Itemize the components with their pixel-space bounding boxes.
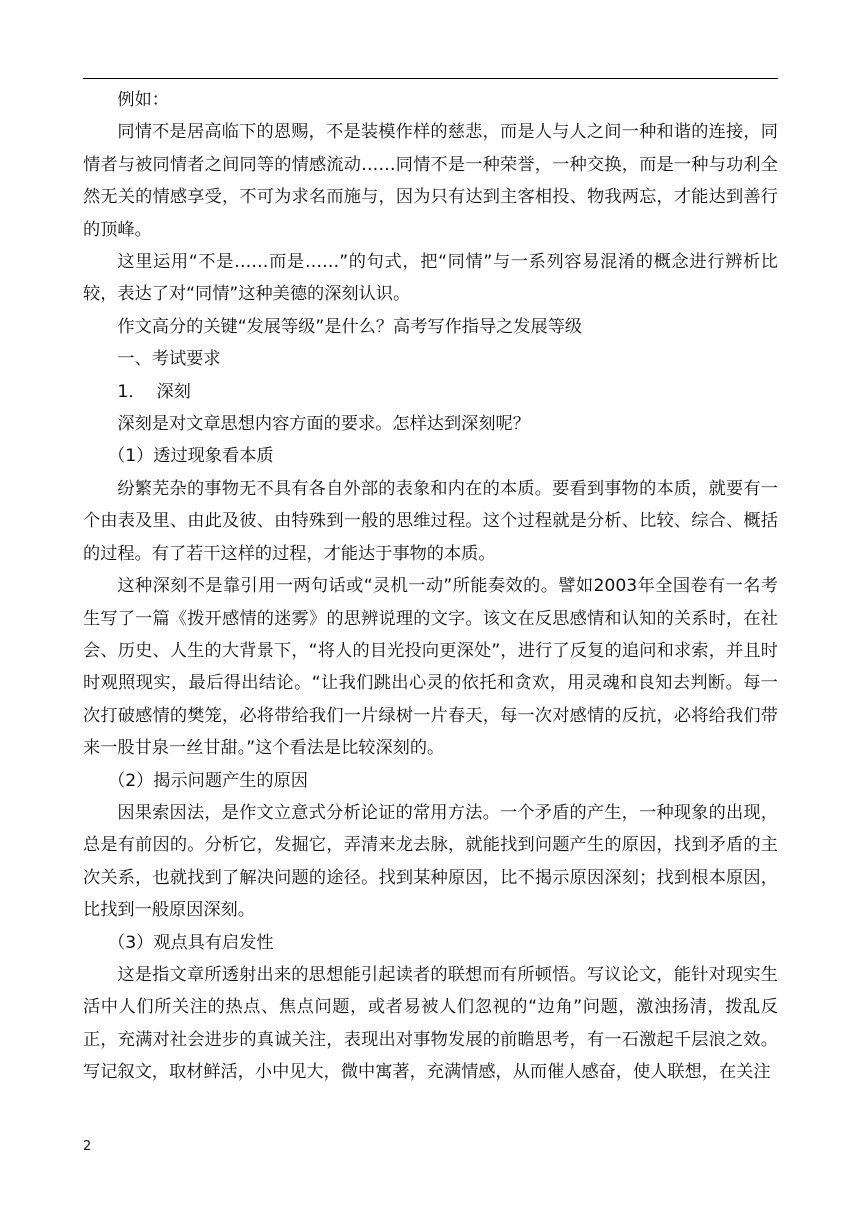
paragraph-example-intro: 例如： — [117, 90, 169, 110]
paragraph-causes: 因果索因法，是作文立意式分析论证的常用方法。一个矛盾的产生，一种现象的出现，总是有前因的。分析它，发掘它，弄清来龙去脉，就能找到问题产生的原因，找到矛盾的主次关系，也就找到了解决问题的途径。找到某种原因，比不揭示原因深刻；找到根本原因，比找到一般原因深刻。 — [83, 802, 778, 921]
paragraph-example-analysis: 这里运用“不是……而是……”的句式，把“同情”与一系列容易混淆的概念进行辨析比较，表达了对“同情”这种美德的深刻认识。 — [83, 252, 778, 305]
document-body — [83, 84, 778, 1089]
subheading-causes: （2）揭示问题产生的原因 — [108, 770, 308, 791]
paragraph-example-quote: 同情不是居高临下的恩赐，不是装模作样的慈悲，而是人与人之间一种和谐的连接，同情者与被同情者之间同等的情感流动……同情不是一种荣誉，一种交换，而是一种与功利全然无关的情感享受，不可为求名而施与，因为只有达到主客相投、物我两忘，才能达到善行的顶峰。 — [83, 122, 778, 240]
paragraph-section-title: 作文高分的关键“发展等级”是什么？高考写作指导之发展等级 — [117, 316, 583, 337]
header-rule — [83, 78, 778, 79]
subheading-inspiration: （3）观点具有启发性 — [108, 932, 274, 953]
paragraph-inspiration: 这是指文章所透射出来的思想能引起读者的联想而有所顿悟。写议论文，能针对现实生活中人们所关注的热点、焦点问题，或者易被人们忽视的“边角”问题，激浊扬清，拨乱反正，充满对社会进步的真诚关注，表现出对事物发展的前瞻思考，有一石激起千层浪之效。写记叙文，取材鲜活，小中见大，微中寓著，充满情感，从而催人感奋，使人联想，在关注 — [83, 964, 778, 1083]
heading-exam-requirements: 一、考试要求 — [117, 349, 221, 370]
page-number: 2 — [83, 1139, 92, 1154]
paragraph-depth-question: 深刻是对文章思想内容方面的要求。怎样达到深刻呢？ — [117, 414, 530, 435]
paragraph-essence: 纷繁芜杂的事物无不具有各自外部的表象和内在的本质。要看到事物的本质，就要有一个由表及里、由此及彼、由特殊到一般的思维过程。这个过程就是分析、比较、综合、概括的过程。有了若干这样的过程，才能达于事物的本质。 — [83, 478, 778, 564]
subheading-essence: （1）透过现象看本质 — [108, 446, 274, 467]
heading-depth: 1． 深刻 — [117, 381, 191, 402]
paragraph-example-2003: 这种深刻不是靠引用一两句话或“灵机一动”所能奏效的。譬如2003年全国卷有一名考生写了一篇《拨开感情的迷雾》的思辨说理的文字。该文在反思感情和认知的关系时，在社会、历史、人生的大背景下，“将人的目光投向更深处”，进行了反复的追问和求索，并且时时观照现实，最后得出结论。“让我们跳出心灵的依托和贪欢，用灵魂和良知去判断。每一次打破感情的樊笼，必将带给我们一片绿树一片春天，每一次对感情的反抗，必将给我们带来一股甘泉一丝甘甜。”这个看法是比较深刻的。 — [83, 576, 778, 759]
